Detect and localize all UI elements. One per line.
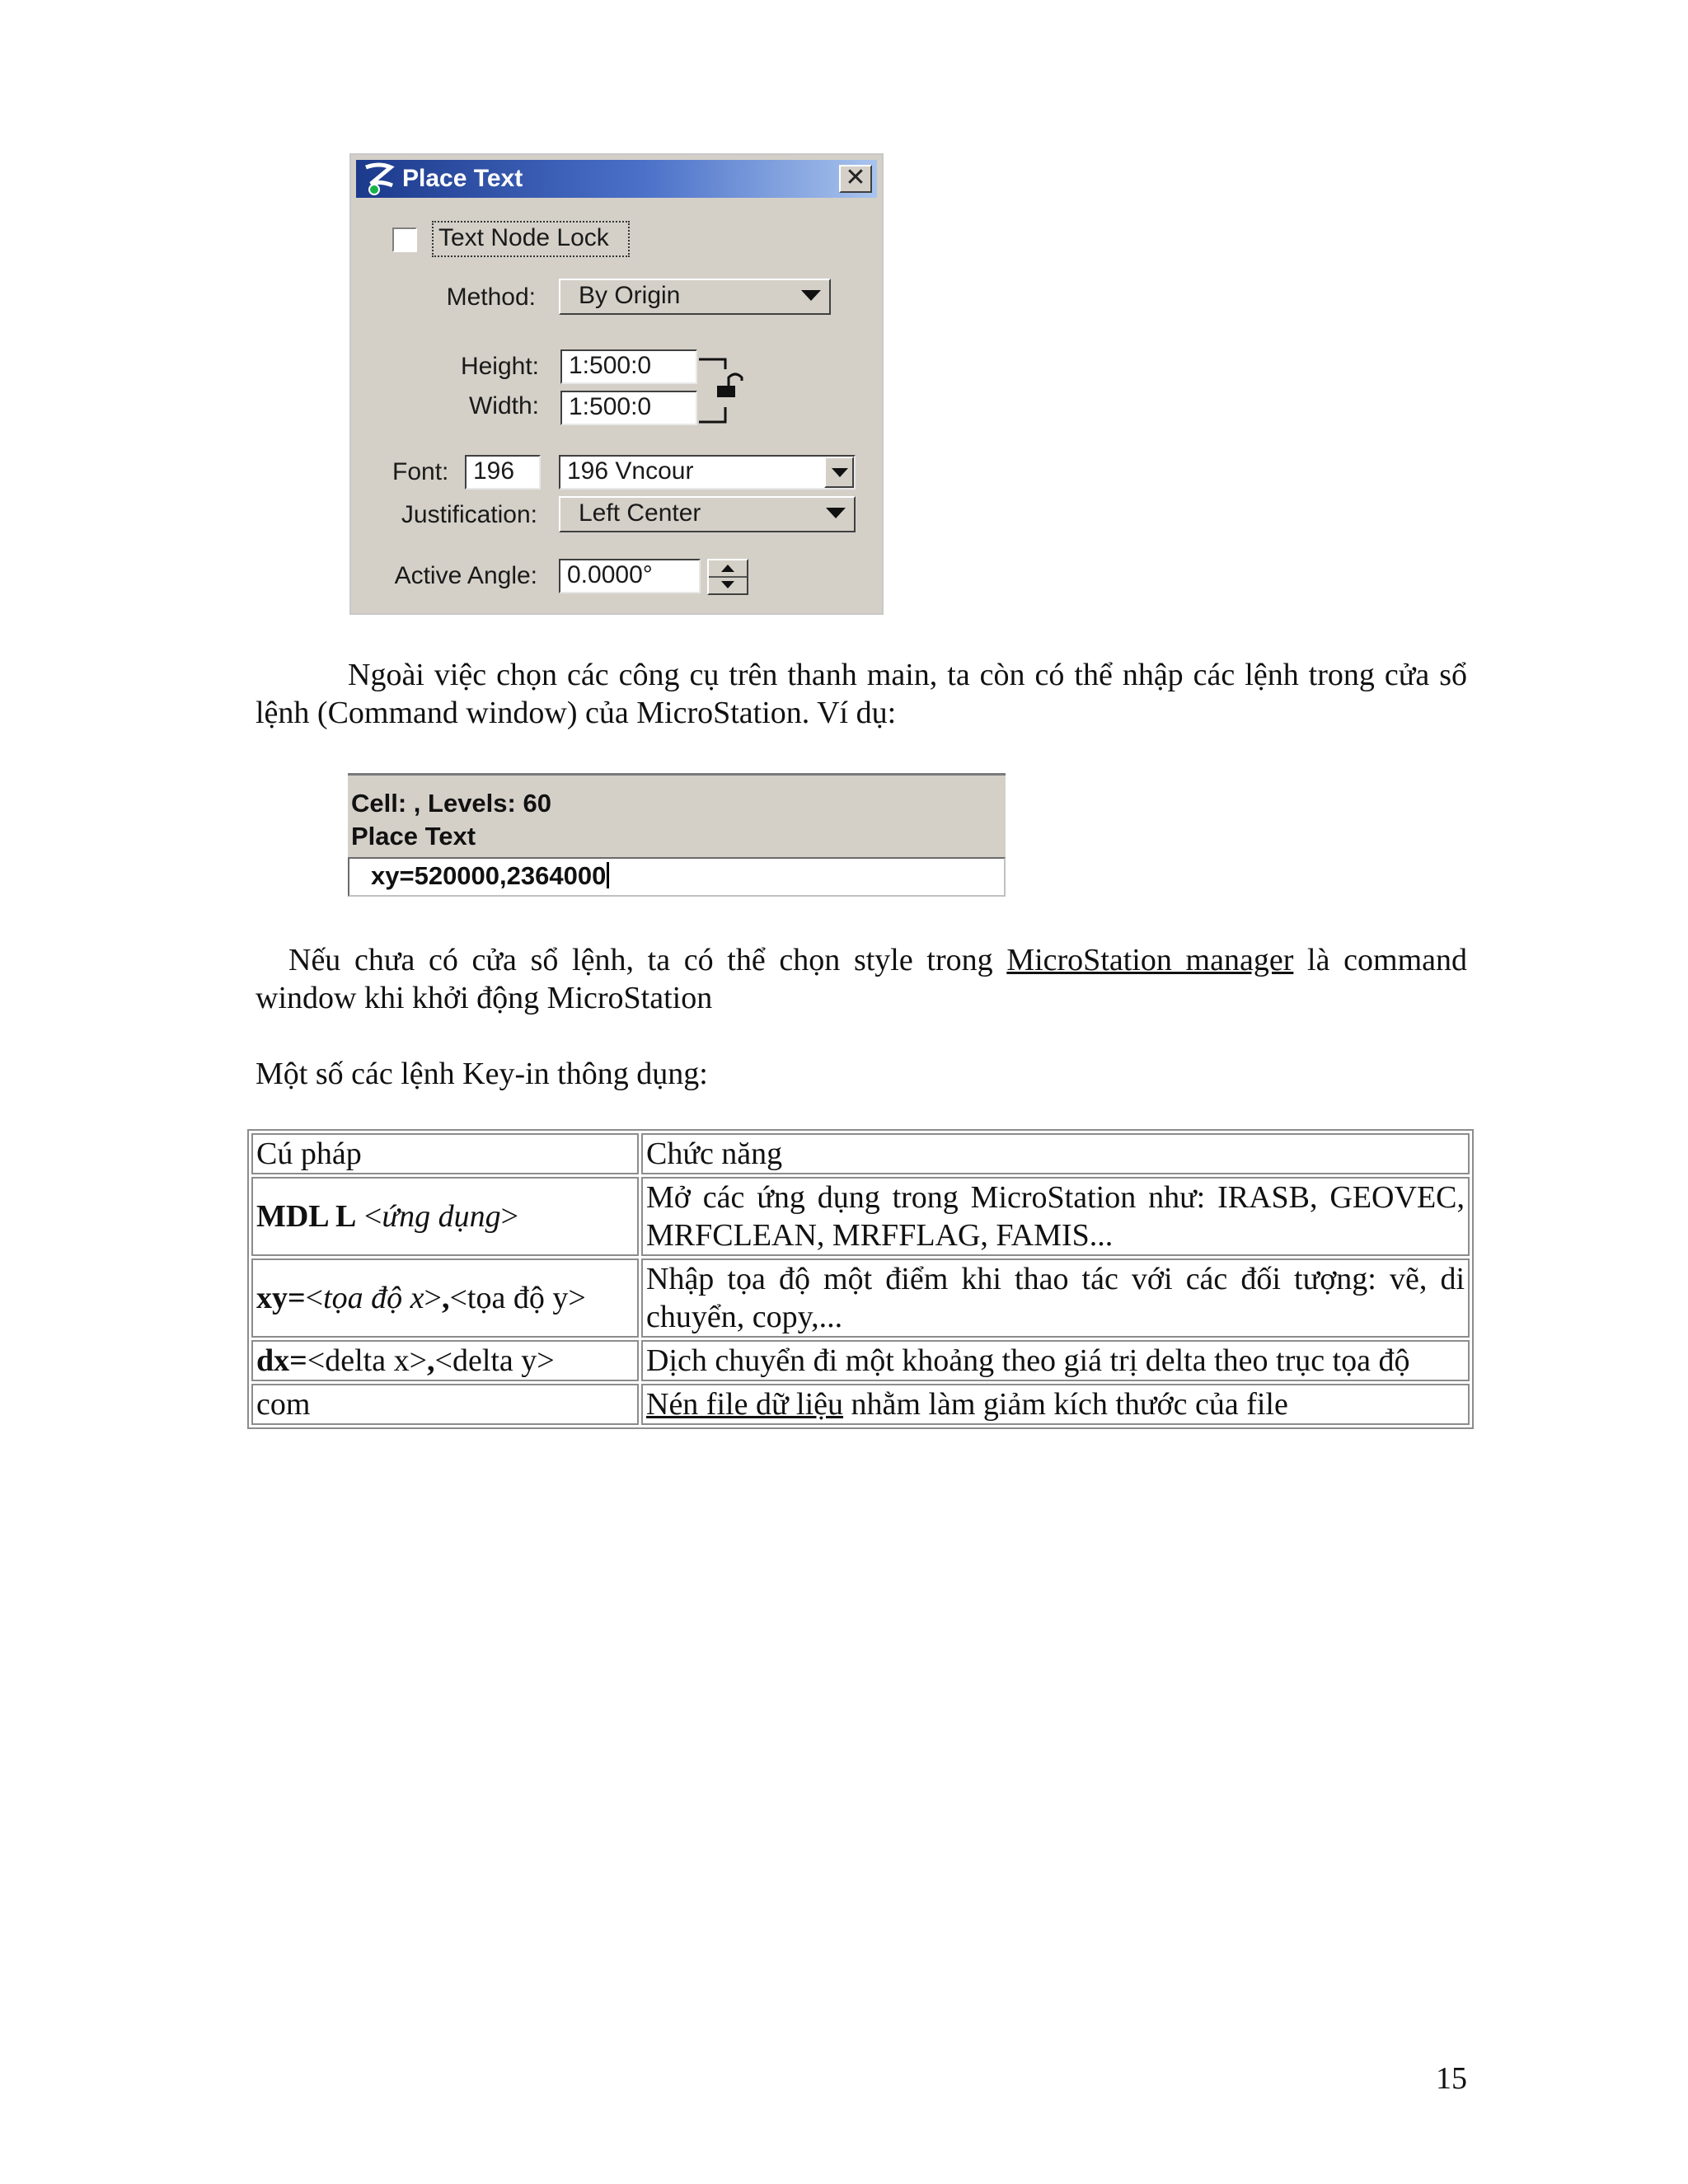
keyin-heading: Một số các lệnh Key-in thông dụng: — [256, 1057, 708, 1091]
height-value: 1:500:0 — [569, 352, 652, 379]
microstation-manager-link[interactable]: MicroStation manager — [1006, 943, 1294, 977]
dialog-titlebar[interactable] — [356, 160, 877, 198]
dialog-title: Place Text — [402, 165, 523, 192]
command-status-line: Cell: , Levels: 60 — [351, 789, 551, 818]
place-text-dialog — [349, 153, 884, 615]
compress-file-link[interactable]: Nén file dữ liệu — [646, 1387, 844, 1422]
justification-value: Left Center — [579, 499, 701, 527]
close-icon: ✕ — [845, 164, 866, 191]
active-angle-label: Active Angle: — [394, 562, 537, 589]
function-cell: Dịch chuyển đi một khoảng theo giá trị delta theo trục tọa độ — [641, 1340, 1470, 1381]
font-label: Font: — [392, 458, 449, 485]
note-text-before: Nếu chưa có cửa sổ lệnh, ta có thể chọn style trong — [288, 943, 1007, 977]
font-number-field[interactable] — [465, 455, 541, 490]
height-label: Height: — [460, 353, 539, 380]
justification-dropdown[interactable] — [559, 496, 856, 532]
syntax-cell: MDL L <ứng dụng> — [251, 1177, 639, 1256]
command-window — [348, 773, 1006, 898]
note-text-after: là command window khi khởi động MicroStation — [256, 943, 1467, 1015]
font-number-value: 196 — [473, 457, 515, 485]
table-row — [251, 1340, 1470, 1381]
width-value: 1:500:0 — [569, 393, 652, 420]
function-cell: Nén file dữ liệu nhằm làm giảm kích thước của file — [641, 1384, 1470, 1425]
chevron-down-icon — [826, 508, 846, 518]
method-dropdown[interactable] — [559, 279, 831, 315]
keyin-commands-table — [247, 1129, 1474, 1429]
table-header-row — [251, 1133, 1470, 1174]
function-cell: Mở các ứng dụng trong MicroStation như: IRASB, GEOVEC, MRFCLEAN, MRFFLAG, FAMIS... — [641, 1177, 1470, 1256]
syntax-cell: com — [251, 1384, 639, 1425]
command-window-note — [256, 941, 1467, 1017]
table-row — [251, 1258, 1470, 1338]
page-number: 15 — [1436, 2061, 1467, 2096]
height-field[interactable] — [560, 349, 697, 384]
app-icon — [363, 162, 399, 195]
syntax-cell: xy=<tọa độ x>,<tọa độ y> — [251, 1258, 639, 1338]
command-window-status — [348, 773, 1006, 857]
table-row — [251, 1384, 1470, 1425]
chevron-down-icon — [832, 468, 848, 477]
font-name-dropdown[interactable] — [559, 455, 856, 490]
justification-label: Justification: — [401, 501, 537, 528]
command-input-value: xy=520000,2364000 — [371, 861, 607, 890]
function-cell: Nhập tọa độ một điểm khi thao tác với các đối tượng: vẽ, di chuyển, copy,... — [641, 1258, 1470, 1338]
lock-icon[interactable] — [697, 356, 763, 425]
width-field[interactable] — [560, 391, 697, 425]
method-label: Method: — [446, 284, 536, 311]
close-button[interactable] — [839, 165, 872, 193]
text-node-lock-label[interactable]: Text Node Lock — [438, 224, 609, 251]
active-angle-field[interactable] — [559, 559, 701, 593]
table-row — [251, 1177, 1470, 1256]
syntax-cell: dx=<delta x>,<delta y> — [251, 1340, 639, 1381]
active-angle-value: 0.0000° — [567, 561, 653, 588]
table-header-function: Chức năng — [641, 1133, 1470, 1174]
chevron-down-icon — [801, 290, 821, 301]
command-input[interactable] — [348, 857, 1006, 897]
text-node-lock-checkbox[interactable] — [392, 227, 417, 252]
font-name-value: 196 Vncour — [567, 457, 694, 485]
width-label: Width: — [468, 392, 539, 419]
command-prompt-line: Place Text — [351, 822, 476, 851]
spinner-icon[interactable] — [707, 559, 748, 595]
table-header-syntax: Cú pháp — [251, 1133, 639, 1174]
text-caret — [607, 862, 609, 888]
font-dropdown-button[interactable] — [824, 457, 854, 488]
method-value: By Origin — [579, 282, 681, 309]
intro-paragraph: Ngoài việc chọn các công cụ trên thanh main, ta còn có thể nhập các lệnh trong cửa sổ lệnh (Command window) của MicroStation. Ví dụ: — [256, 658, 1467, 730]
